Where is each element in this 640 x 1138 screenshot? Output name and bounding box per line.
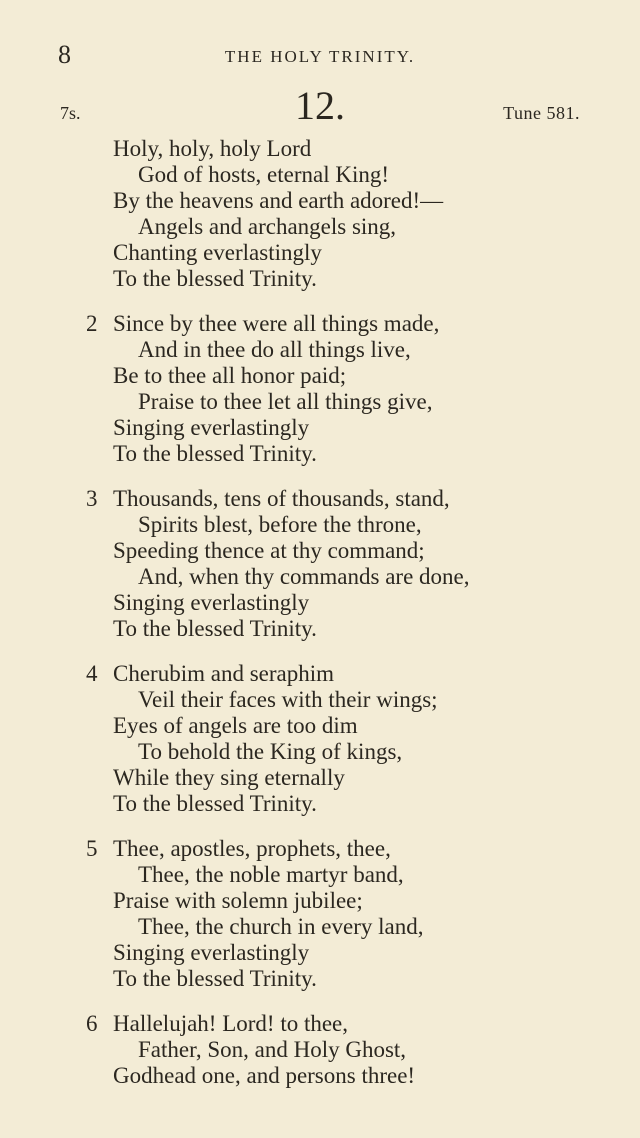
verse-line: Singing everlastingly [113, 415, 310, 440]
verse-line: Praise to thee let all things give, [138, 389, 433, 414]
page-header [0, 40, 640, 74]
verse-number: 6 [86, 1011, 98, 1036]
verse-line: Since by thee were all things made, [113, 311, 440, 336]
verse-line: To the blessed Trinity. [113, 266, 317, 291]
verse-line: To the blessed Trinity. [113, 441, 317, 466]
verse-line: Cherubim and seraphim [113, 661, 335, 686]
verse-line: To the blessed Trinity. [113, 791, 317, 816]
verse-line: Eyes of angels are too dim [113, 713, 358, 738]
verse-1 [0, 136, 640, 292]
verse-number: 5 [86, 836, 98, 861]
verse-5 [0, 836, 640, 992]
verse-3 [0, 486, 640, 642]
verse-line: Thee, the noble martyr band, [138, 862, 404, 887]
verse-6 [0, 1011, 640, 1089]
verse-line: Singing everlastingly [113, 940, 310, 965]
verse-number: 2 [86, 311, 98, 336]
hymn-meter: 7s. [60, 103, 81, 123]
verse-line: Angels and archangels sing, [138, 214, 397, 239]
verse-line: To behold the King of kings, [138, 739, 403, 764]
page-number: 8 [58, 40, 71, 69]
verse-line: While they sing eternally [113, 765, 345, 790]
verse-line: God of hosts, eternal King! [138, 162, 390, 187]
verse-number: 4 [86, 661, 98, 686]
tune-reference: Tune 581. [503, 103, 580, 123]
verse-line: Holy, holy, holy Lord [113, 136, 312, 161]
verse-line: Thee, the church in every land, [138, 914, 424, 939]
hymn-verses [0, 136, 640, 1108]
running-title: THE HOLY TRINITY. [224, 47, 416, 66]
verse-line: By the heavens and earth adored!— [113, 188, 444, 213]
verse-line: Be to thee all honor paid; [113, 363, 347, 388]
verse-line: Godhead one, and persons three! [113, 1063, 416, 1088]
verse-line: Speeding thence at thy command; [113, 538, 425, 563]
verse-line: Thee, apostles, prophets, thee, [113, 836, 391, 861]
verse-4 [0, 661, 640, 817]
verse-line: Chanting everlastingly [113, 240, 322, 265]
verse-number: 3 [86, 486, 98, 511]
verse-line: Hallelujah! Lord! to thee, [113, 1011, 349, 1036]
verse-line: Thousands, tens of thousands, stand, [113, 486, 450, 511]
verse-line: Veil their faces with their wings; [138, 687, 438, 712]
verse-line: Spirits blest, before the throne, [138, 512, 422, 537]
verse-line: Praise with solemn jubilee; [113, 888, 363, 913]
verse-line: To the blessed Trinity. [113, 966, 317, 991]
verse-line: And, when thy commands are done, [138, 564, 470, 589]
verse-line: And in thee do all things live, [138, 337, 411, 362]
verse-2 [0, 311, 640, 467]
verse-line: Singing everlastingly [113, 590, 310, 615]
hymn-number: 12. [295, 83, 345, 128]
verse-line: Father, Son, and Holy Ghost, [138, 1037, 407, 1062]
verse-line: To the blessed Trinity. [113, 616, 317, 641]
